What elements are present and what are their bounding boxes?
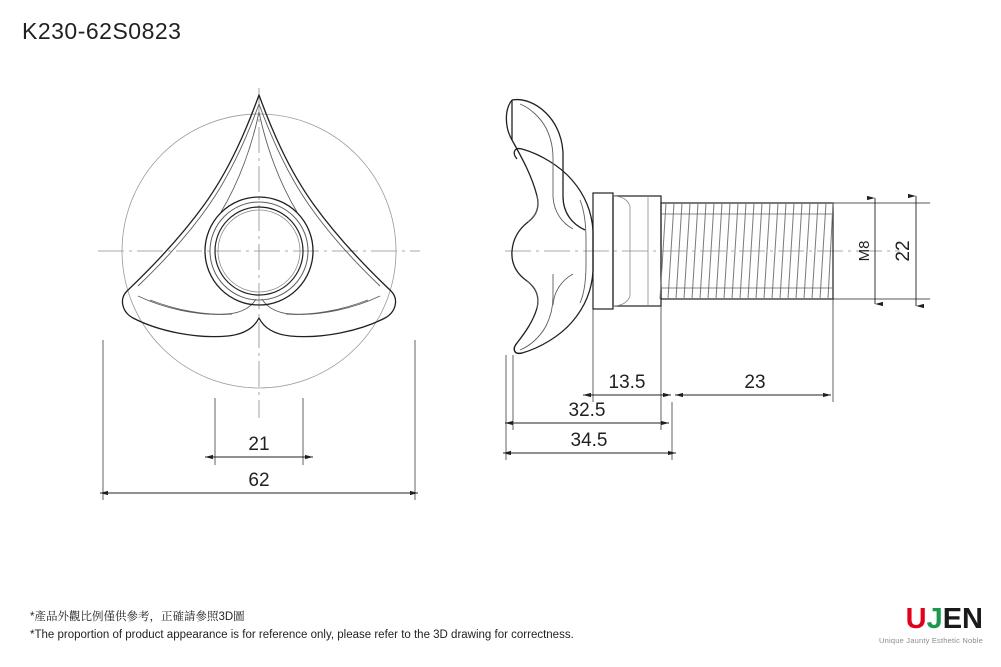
footnote-en: *The proportion of product appearance is for reference only, please refer to the 3D drawing for correctness. [30,629,574,642]
dimension-label-side-body: 32.5 [568,400,606,421]
side-knob-detail [520,104,586,350]
side-wing-silhouette [512,100,522,353]
dimension-label-side-flange: 13.5 [608,372,646,393]
logo-letter-j: J [926,603,943,635]
footnotes [30,609,574,645]
side-view-group [503,100,930,460]
logo-wordmark [879,605,983,634]
dimension-label-front-outer: 62 [248,470,270,491]
dimension-label-front-inner: 21 [248,434,270,455]
dimension-thread-length [675,299,833,402]
logo-letter-u: U [905,603,927,635]
dimension-label-side-total: 34.5 [570,430,608,451]
page-title: K230-62S0823 [22,18,182,44]
dimension-label-thread-length: 23 [744,372,766,393]
front-view-group [98,88,420,500]
dimension-label-thread-spec: M8 [856,240,873,262]
footnote-zh: *產品外觀比例僅供參考，正確請參照3D圖 [30,611,245,624]
logo-tagline: Unique Jaunty Esthetic Noble [879,636,983,645]
company-logo [879,605,983,645]
dimension-side-flange [583,299,671,402]
dimension-label-thread-diameter: 22 [893,240,914,262]
logo-letters-en: EN [942,603,983,635]
